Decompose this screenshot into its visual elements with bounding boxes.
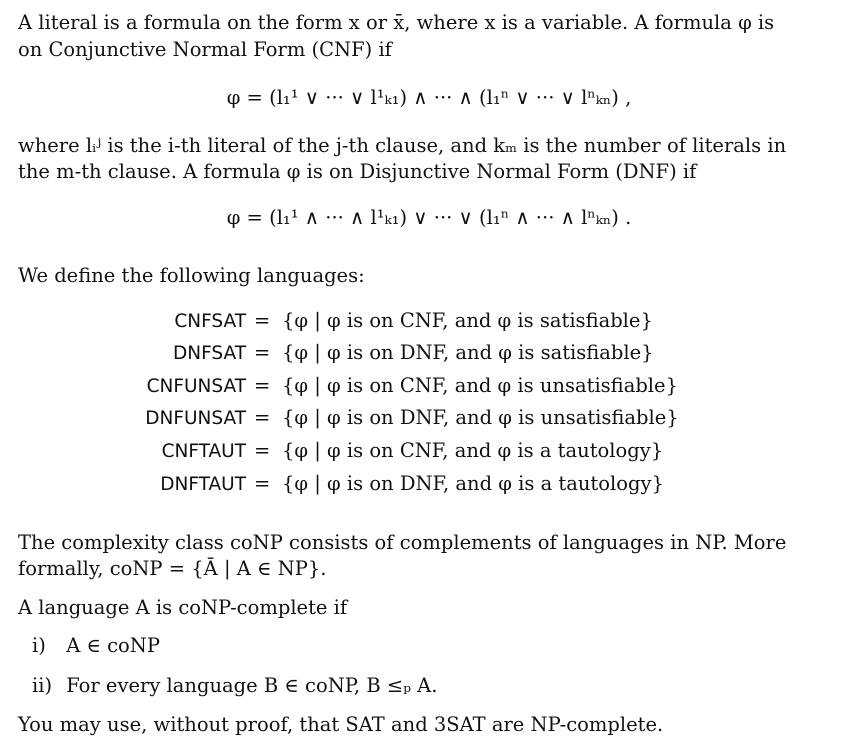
define-intro: We define the following languages: xyxy=(18,264,365,287)
para1-line2: on Conjunctive Normal Form (CNF) if xyxy=(18,38,392,61)
para2-line2: the m-th clause. A formula φ is on Disjunctive Normal Form (DNF) if xyxy=(18,160,697,183)
condition-item xyxy=(32,634,160,658)
cnf-formula: φ = (l₁¹ ∨ ··· ∨ l¹ₖ₁) ∧ ··· ∧ (l₁ⁿ ∨ ··· ∨ lⁿₖₙ) , xyxy=(226,86,632,109)
closing-note: You may use, without proof, that SAT and 3SAT are NP-complete. xyxy=(18,713,664,736)
equals-sign: = xyxy=(254,439,271,462)
language-name: DNFSAT xyxy=(172,343,246,364)
language-name: CNFTAUT xyxy=(161,441,246,462)
para2-line1: where lᵢʲ is the i-th literal of the j-th clause, and kₘ is the number of literals in xyxy=(18,134,787,157)
conp-para-line2: formally, coNP = {Ā | A ∈ NP}. xyxy=(18,557,327,580)
language-definition: {φ | φ is on DNF, and φ is a tautology} xyxy=(282,472,664,495)
language-definition: {φ | φ is on DNF, and φ is unsatisfiable} xyxy=(282,406,679,429)
language-definition: {φ | φ is on DNF, and φ is satisfiable} xyxy=(282,341,654,364)
equals-sign: = xyxy=(254,406,271,429)
para1-line1: A literal is a formula on the form x or x̄, where x is a variable. A formula φ is xyxy=(18,11,775,34)
condition-marker: ii) xyxy=(32,674,53,697)
equals-sign: = xyxy=(254,374,271,397)
language-row xyxy=(0,372,858,404)
condition-text: For every language B ∈ coNP, B ≤ₚ A. xyxy=(66,674,438,697)
condition-text: A ∈ coNP xyxy=(66,634,160,657)
language-row xyxy=(0,339,858,371)
language-definition: {φ | φ is on CNF, and φ is a tautology} xyxy=(282,439,664,462)
conp-para-line1: The complexity class coNP consists of complements of languages in NP. More xyxy=(18,531,787,554)
language-row xyxy=(0,470,858,502)
equals-sign: = xyxy=(254,472,271,495)
language-name: CNFSAT xyxy=(174,311,246,332)
condition-item xyxy=(32,674,437,698)
condition-marker: i) xyxy=(32,634,46,657)
language-name: DNFTAUT xyxy=(160,474,246,495)
language-definition: {φ | φ is on CNF, and φ is satisfiable} xyxy=(282,309,653,332)
language-row xyxy=(0,307,858,339)
dnf-formula: φ = (l₁¹ ∧ ··· ∧ l¹ₖ₁) ∨ ··· ∨ (l₁ⁿ ∧ ··· ∧ lⁿₖₙ) . xyxy=(226,206,632,229)
language-row xyxy=(0,437,858,469)
language-name: CNFUNSAT xyxy=(146,376,246,397)
language-definition: {φ | φ is on CNF, and φ is unsatisfiable} xyxy=(282,374,678,397)
language-row xyxy=(0,404,858,436)
equals-sign: = xyxy=(254,309,271,332)
equals-sign: = xyxy=(254,341,271,364)
language-name: DNFUNSAT xyxy=(145,408,246,429)
complete-intro: A language A is coNP-complete if xyxy=(18,596,348,619)
